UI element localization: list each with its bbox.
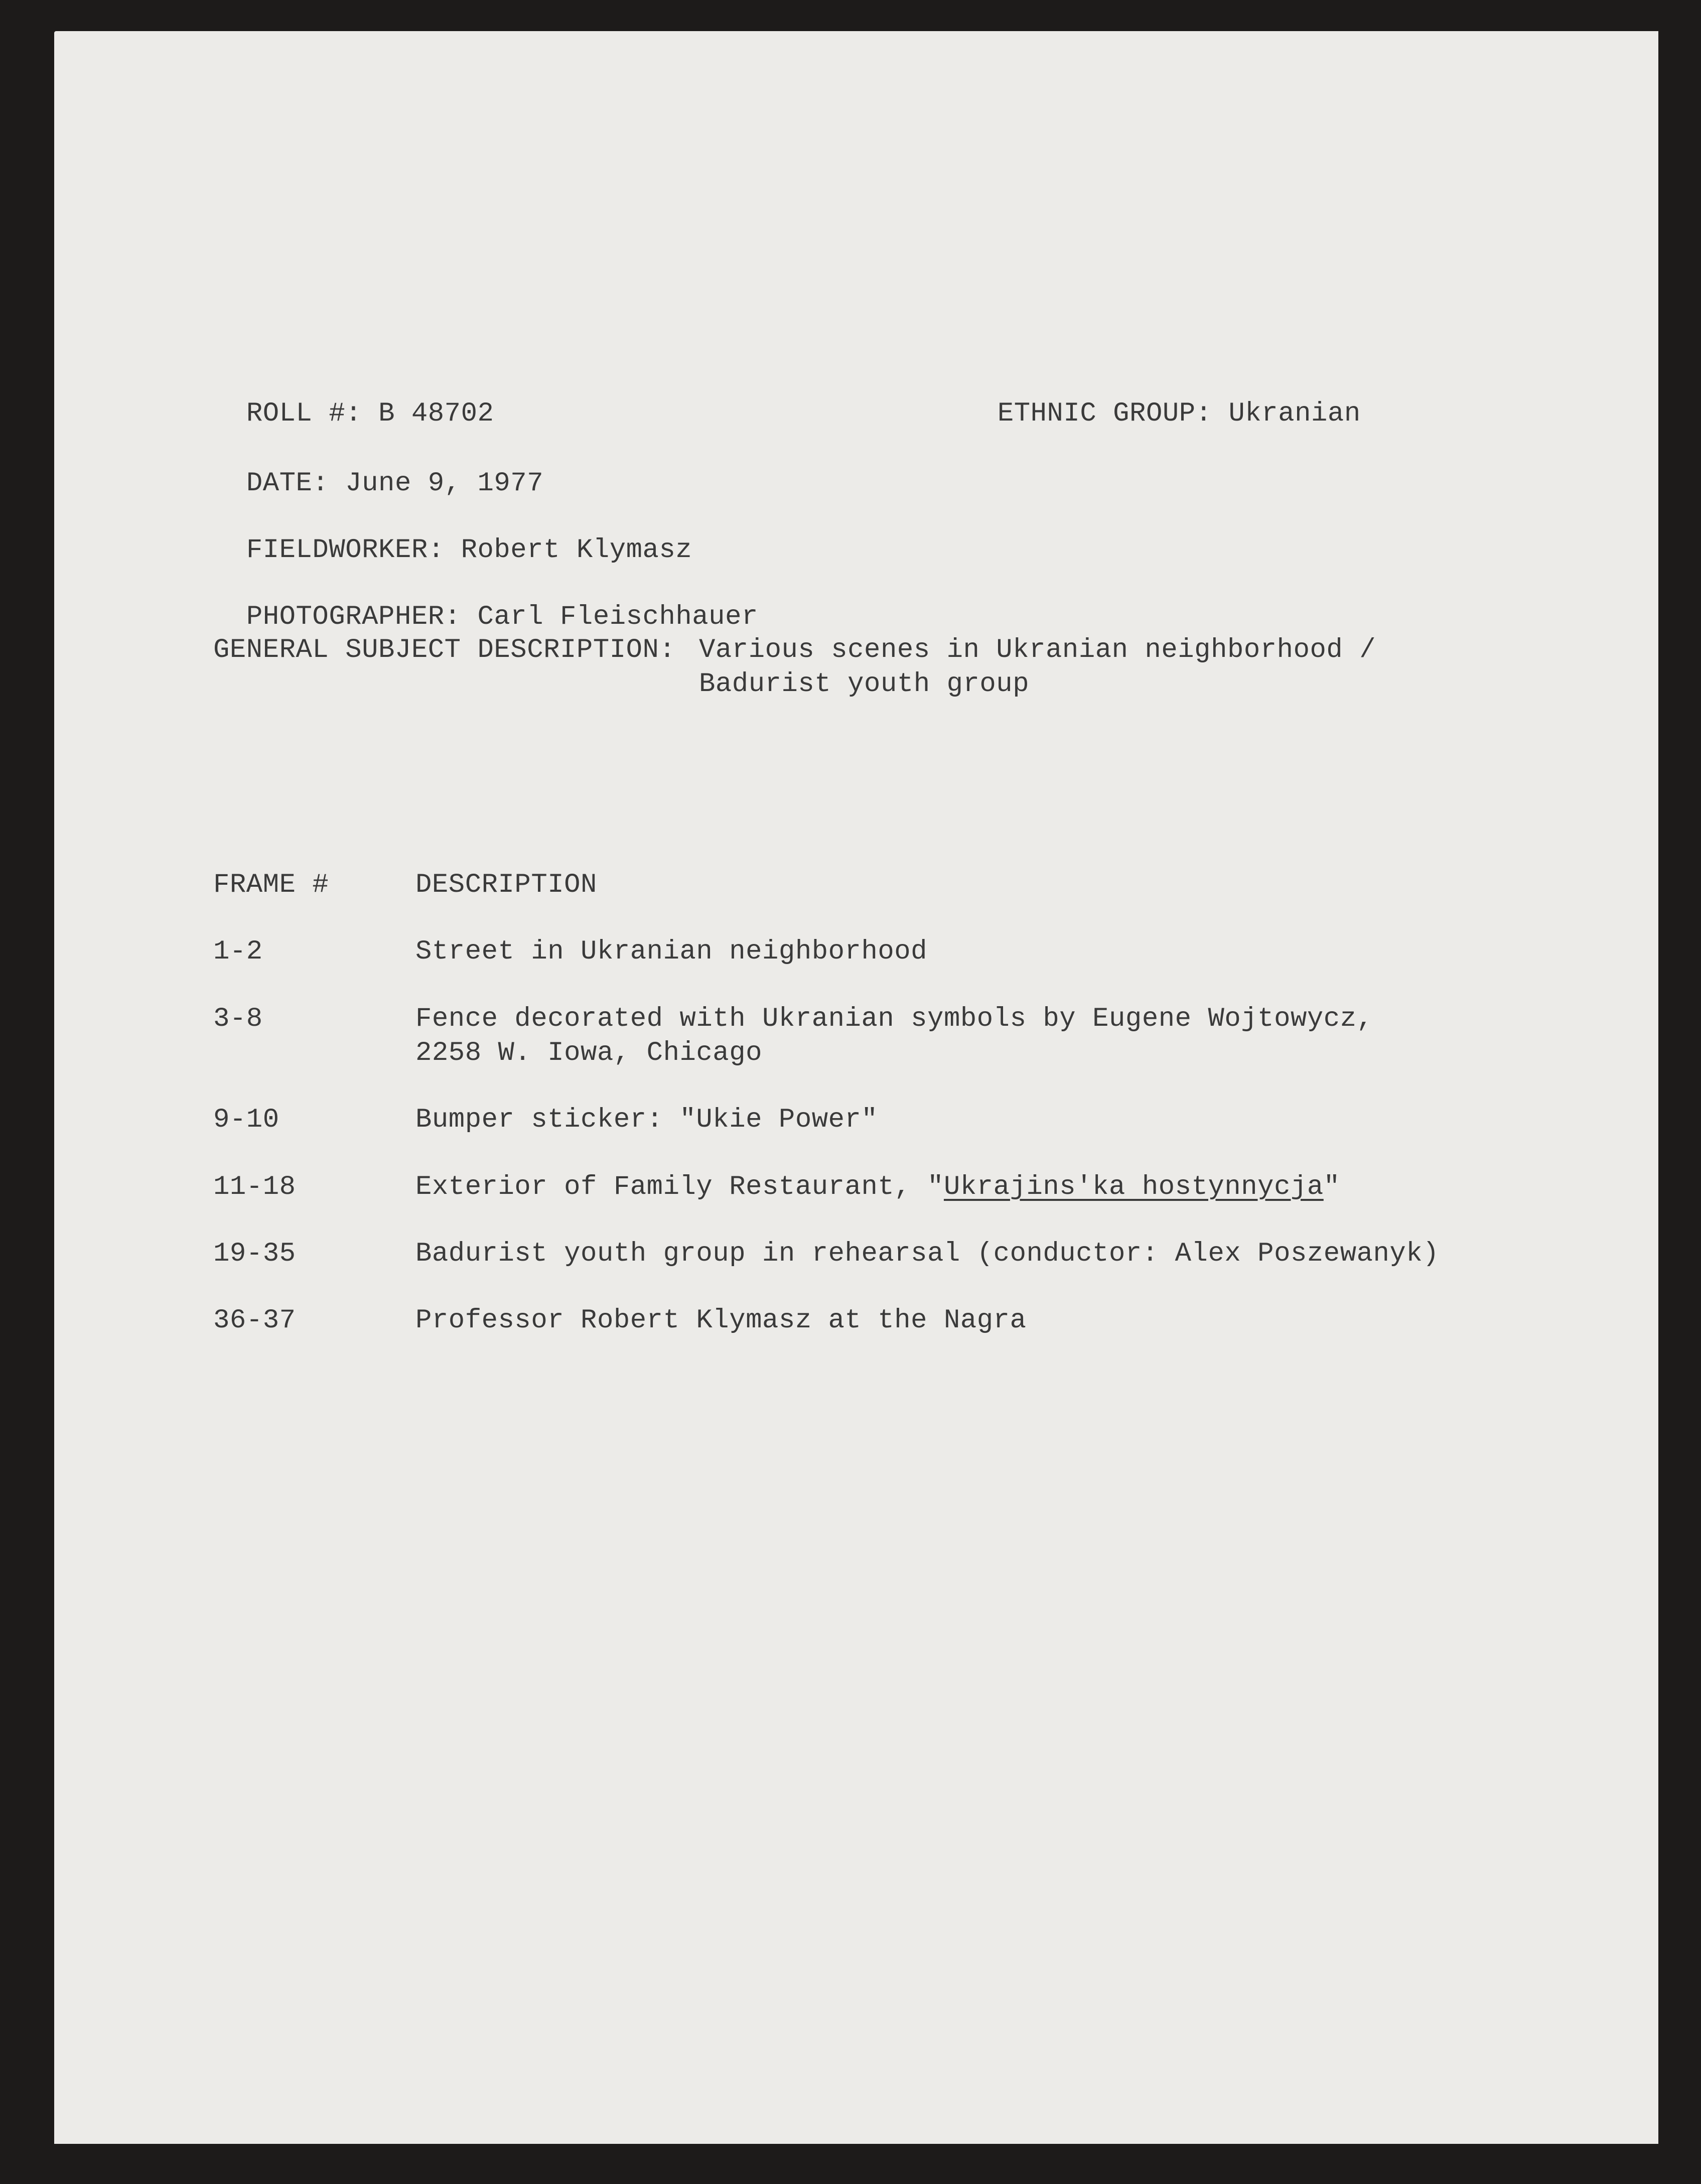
frame-description xyxy=(415,1170,1340,1204)
ethnic-group-label: ETHNIC GROUP: xyxy=(997,398,1212,429)
description-prefix: Exterior of Family Restaurant, " xyxy=(415,1172,944,1202)
frame-number: 11-18 xyxy=(213,1172,296,1202)
frame-description: Bumper sticker: "Ukie Power" xyxy=(415,1105,878,1135)
restaurant-name-underlined: Ukrajins'ka hostynnycja xyxy=(943,1172,1324,1202)
photographer-label: PHOTOGRAPHER: xyxy=(246,602,461,632)
fieldworker-field xyxy=(213,499,692,568)
date-value: June 9, 1977 xyxy=(345,468,544,499)
photographer-value: Carl Fleischhauer xyxy=(477,602,758,632)
description-suffix: " xyxy=(1323,1172,1340,1202)
roll-field xyxy=(213,363,494,431)
frame-number: 3-8 xyxy=(213,1004,263,1034)
frame-number: 9-10 xyxy=(213,1105,279,1135)
frame-number: 36-37 xyxy=(213,1305,296,1336)
date-field xyxy=(213,433,543,501)
roll-value: B 48702 xyxy=(378,398,494,429)
document-page xyxy=(54,31,1658,2144)
date-label: DATE: xyxy=(246,468,329,499)
frame-description-line-2: 2258 W. Iowa, Chicago xyxy=(415,1038,763,1068)
general-subject-line-1: Various scenes in Ukranian neighborhood / xyxy=(699,635,1376,665)
frame-number: 1-2 xyxy=(213,936,263,967)
fieldworker-value: Robert Klymasz xyxy=(461,535,692,566)
description-column-header: DESCRIPTION xyxy=(415,870,597,900)
ethnic-group-field xyxy=(964,363,1361,431)
frame-description: Professor Robert Klymasz at the Nagra xyxy=(415,1305,1027,1336)
photographer-field xyxy=(213,566,758,634)
general-subject-line-2: Badurist youth group xyxy=(699,669,1030,700)
frame-column-header: FRAME # xyxy=(213,870,329,900)
frame-description: Badurist youth group in rehearsal (conductor: Alex Poszewanyk) xyxy=(415,1239,1440,1269)
frame-description: Fence decorated with Ukranian symbols by Eugene Wojtowycz, xyxy=(415,1004,1373,1034)
frame-number: 19-35 xyxy=(213,1239,296,1269)
general-subject-label: GENERAL SUBJECT DESCRIPTION: xyxy=(213,635,676,665)
frame-description: Street in Ukranian neighborhood xyxy=(415,936,928,967)
fieldworker-label: FIELDWORKER: xyxy=(246,535,445,566)
roll-label: ROLL #: xyxy=(246,398,362,429)
ethnic-group-value: Ukranian xyxy=(1228,398,1361,429)
